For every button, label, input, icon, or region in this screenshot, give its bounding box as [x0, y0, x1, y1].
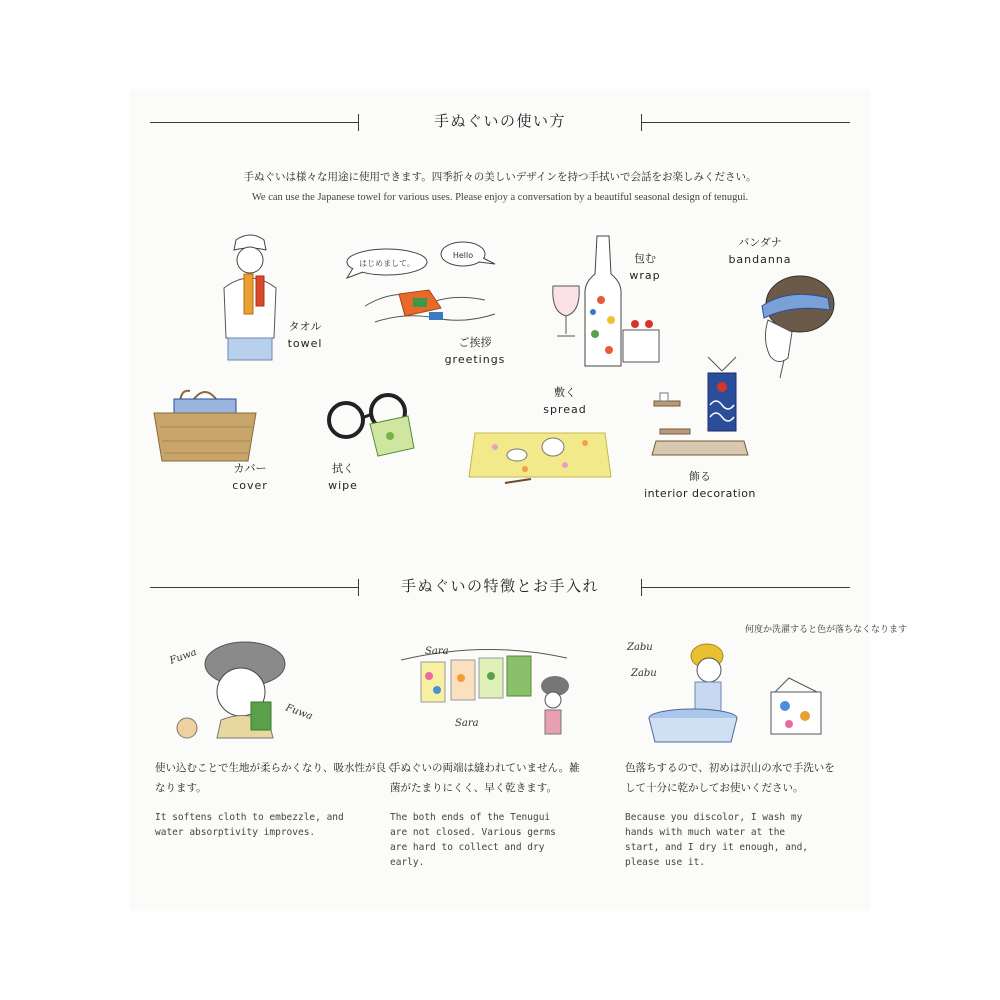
wipe-glasses-illustration: [322, 390, 422, 462]
usage-item-towel-en: towel: [287, 337, 323, 350]
divider-left: [150, 122, 358, 123]
usage-item-wipe: [315, 460, 371, 494]
usage-item-spread-ja: 敷く: [554, 386, 576, 399]
care-section-title: 手ぬぐいの特徴とお手入れ: [400, 577, 599, 595]
usage-item-wipe-en: wipe: [328, 479, 358, 492]
usage-item-cover-ja: カバー: [233, 462, 267, 475]
bandanna-illustration: [748, 270, 838, 380]
interior-decoration-illustration: [650, 355, 750, 460]
usage-item-interior-decoration: [625, 468, 775, 502]
cover-basket-illustration: [150, 383, 260, 465]
usage-item-towel-ja: タオル: [288, 320, 322, 333]
usage-item-cover-en: cover: [232, 479, 268, 492]
usage-item-interior-en: interior decoration: [644, 487, 756, 500]
care-section-header: [150, 575, 850, 599]
usage-item-interior-ja: 飾る: [689, 470, 711, 483]
feature-softness: [155, 758, 405, 840]
feature-softness-ja: 使い込むことで生地が柔らかくなり、吸水性が良くなります。: [155, 762, 397, 794]
usage-item-bandanna-ja: バンダナ: [738, 236, 782, 249]
usage-item-wipe-ja: 拭く: [332, 462, 354, 475]
feature-washing-ja: 色落ちするので、初めは沢山の水で手洗いをして十分に乾かしてお使いください。: [625, 762, 835, 794]
usage-item-wrap-ja: 包む: [634, 252, 656, 265]
bubble-hajimemashite: はじめまして。: [359, 259, 415, 268]
sara-illustration: [395, 640, 570, 745]
usage-item-greetings-en: greetings: [444, 353, 506, 366]
usage-item-cover: [222, 460, 278, 494]
usage-item-wrap-en: wrap: [629, 269, 661, 282]
usage-item-bandanna: [725, 234, 795, 268]
scribble-fuwa-1: Fuwa: [168, 646, 199, 667]
fuwa-illustration: [165, 630, 340, 740]
scribble-sara-1: Sara: [425, 646, 449, 657]
usage-section-header: [150, 110, 850, 134]
usage-intro-en: We can use the Japanese towel for various uses. Please enjoy a conversation by a beautiful seasonal design of tenugui.: [251, 192, 749, 203]
usage-item-spread: [530, 384, 600, 418]
scribble-zabu-2: Zabu: [631, 668, 657, 679]
divider-left: [150, 587, 358, 588]
scribble-sara-2: Sara: [455, 718, 479, 729]
zabu-illustration: [625, 620, 908, 750]
scribble-zabu-1: Zabu: [627, 642, 653, 653]
greetings-illustration: [345, 238, 505, 338]
usage-item-greetings: [435, 334, 515, 368]
scribble-note: 何度か洗濯すると色が落ちなくなります: [745, 625, 908, 635]
scribble-fuwa-2: Fuwa: [283, 702, 314, 723]
usage-item-towel: [275, 318, 335, 352]
usage-item-wrap: [620, 250, 670, 284]
spread-cloth-illustration: [465, 425, 615, 490]
feature-quick-dry-ja: 手ぬぐいの両端は縫われていません。雑菌がたまりにくく、早く乾きます。: [390, 762, 580, 794]
feature-quick-dry-en: The both ends of the Tenugui are not closed. Various germs are hard to collect and dry early.: [390, 812, 556, 868]
usage-item-spread-en: spread: [543, 403, 587, 416]
usage-item-greetings-ja: ご挨拶: [458, 336, 492, 349]
divider-right: [642, 122, 850, 123]
feature-washing: [625, 758, 840, 870]
feature-quick-dry: [390, 758, 580, 870]
usage-item-bandanna-en: bandanna: [728, 253, 792, 266]
usage-intro-ja: 手ぬぐいは様々な用途に使用できます。四季折々の美しいデザインを持つ手拭いで会話をお楽しみください。: [243, 171, 757, 183]
feature-softness-en: It softens cloth to embezzle, and water absorptivity improves.: [155, 812, 344, 838]
divider-right: [642, 587, 850, 588]
feature-washing-en: Because you discolor, I wash my hands with much water at the start, and I dry it enough, and, please use it.: [625, 812, 809, 868]
usage-section-title: 手ぬぐいの使い方: [433, 112, 566, 130]
bubble-hello: Hello: [452, 251, 474, 260]
